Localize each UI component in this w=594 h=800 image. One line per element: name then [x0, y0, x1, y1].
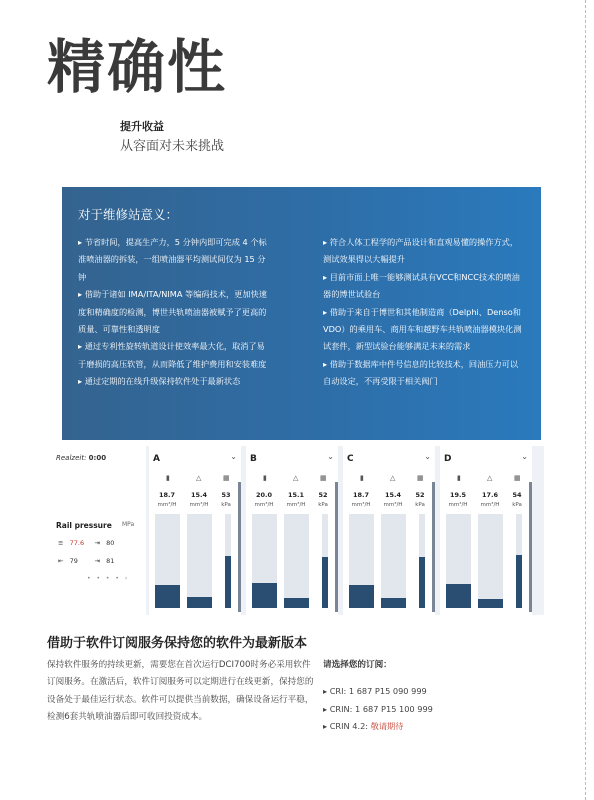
list-item: ▸ 目前市面上唯一能够测试具有VCC和NCC技术的喷油器的博世试验台 — [323, 271, 520, 300]
delivery-bar-fill — [446, 584, 471, 608]
pressure-value: 77.6 — [69, 539, 85, 547]
chevron-right-icon[interactable]: › — [124, 575, 130, 582]
unit-label: mm³/H — [254, 502, 274, 508]
flask-icon: △ — [390, 474, 396, 482]
delivery-bar — [446, 514, 471, 608]
return-value: 15.4 — [190, 491, 208, 499]
significance-left-column — [78, 234, 273, 391]
list-item: ▸ 通过专利性旋转轨道设计使效率最大化，取消了易于磨损的高压软管，从而降低了维护费用和安装难度 — [78, 341, 267, 369]
return-bar-fill — [478, 599, 503, 608]
pager-dots: • • • • — [87, 575, 121, 582]
subscription-paragraph: 保持软件服务的持续更新，需要您在首次运行DCI700时务必采用软件订阅服务。在激活后，软件订阅服务可以定期进行在线更新，保持您的设备处于最佳运行状态。软件可以提供当前数据，确保设备运行平稳，检测6套共轨喷油器后即可收回投资成本。 — [47, 660, 314, 722]
delivery-value: 18.7 — [158, 491, 176, 499]
injector-icon: ▮ — [263, 474, 267, 482]
injector-icon: ▮ — [166, 474, 170, 482]
arrow-left-icon: ⇤ — [58, 557, 64, 565]
pressure-value: 52 — [415, 491, 425, 499]
list-item: ▸ 通过定期的在线升级保持软件处于最新状态 — [78, 376, 241, 387]
pressure-bar-fill — [419, 557, 425, 608]
return-value: 17.6 — [481, 491, 499, 499]
return-bar — [478, 514, 503, 608]
flask-icon: △ — [293, 474, 299, 482]
flask-icon: △ — [487, 474, 493, 482]
subscription-option — [323, 686, 427, 696]
station-card-a[interactable] — [149, 446, 241, 615]
pressure-value: 80 — [106, 539, 115, 547]
dashed-border — [585, 0, 586, 800]
arrow-right-icon: ⇥ — [94, 557, 100, 565]
station-label: C — [347, 454, 354, 464]
realtime-label: Realzeit: — [56, 454, 87, 462]
pressure-bar — [516, 514, 522, 608]
return-value: 15.1 — [287, 491, 305, 499]
return-bar-fill — [381, 598, 406, 608]
subtitle-benefit: 提升收益 — [120, 120, 164, 133]
pressure-bar — [419, 514, 425, 608]
delivery-value: 20.0 — [255, 491, 273, 499]
rail-pressure-unit: MPa — [122, 521, 135, 528]
card-divider — [432, 482, 435, 612]
rail-pressure-row — [58, 539, 114, 547]
option-text: ▸ CRI: 1 687 P15 090 999 — [323, 686, 427, 696]
significance-heading: 对于维修站意义： — [78, 207, 179, 222]
station-label: A — [153, 454, 160, 464]
station-label: B — [250, 454, 257, 464]
pressure-value: 52 — [318, 491, 328, 499]
card-divider — [238, 482, 241, 612]
station-card-c[interactable] — [343, 446, 435, 615]
flask-icon: △ — [196, 474, 202, 482]
pressure-value: 53 — [221, 491, 231, 499]
significance-right-column — [323, 234, 523, 391]
chevron-down-icon[interactable]: ⌄ — [424, 452, 431, 461]
delivery-bar-fill — [155, 585, 180, 609]
unit-label: mm³/H — [480, 502, 500, 508]
list-item: ▸ 借助于数据库中件号信息的比较技术，回油压力可以自动设定，不再受限于相关阀门 — [323, 358, 519, 387]
gauge-icon: ▦ — [417, 474, 424, 482]
card-divider — [529, 482, 532, 612]
injector-icon: ▮ — [457, 474, 461, 482]
gauge-icon: ▦ — [320, 474, 327, 482]
pressure-value: 54 — [512, 491, 522, 499]
test-bench-dashboard — [50, 446, 544, 615]
arrow-right-icon: ⇥ — [94, 539, 100, 547]
list-item: ▸ 符合人体工程学的产品设计和直观易懂的操作方式，测试效果得以大幅提升 — [323, 237, 519, 265]
delivery-bar — [349, 514, 374, 608]
list-item: ▸ 节省时间，提高生产力，5 分钟内即可完成 4 个标准喷油器的拆装，一组喷油器平均测试间仅为 15 分钟 — [78, 237, 267, 282]
unit-label: kPa — [318, 502, 328, 508]
unit-label: kPa — [415, 502, 425, 508]
significance-panel — [62, 187, 541, 440]
pressure-value: 81 — [106, 557, 115, 565]
subtitle-challenge: 从容面对未来挑战 — [120, 139, 225, 154]
delivery-value: 18.7 — [352, 491, 370, 499]
station-card-b[interactable] — [246, 446, 338, 615]
coming-soon-text: 敬请期待 — [370, 721, 404, 731]
unit-label: kPa — [221, 502, 231, 508]
unit-label: mm³/H — [157, 502, 177, 508]
delivery-bar-fill — [252, 583, 277, 608]
station-card-d[interactable] — [440, 446, 532, 615]
delivery-bar — [252, 514, 277, 608]
unit-label: mm³/H — [351, 502, 371, 508]
option-text: ▸ CRIN: 1 687 P15 100 999 — [323, 704, 433, 714]
card-divider — [335, 482, 338, 612]
realtime-readout — [56, 454, 106, 462]
chevron-down-icon[interactable]: ⌄ — [230, 452, 237, 461]
option-text: ▸ CRIN 4.2: — [323, 721, 371, 731]
gauge-icon: ▦ — [223, 474, 230, 482]
unit-label: mm³/H — [286, 502, 306, 508]
rail-pressure-row — [58, 557, 114, 565]
unit-label: mm³/H — [189, 502, 209, 508]
return-bar-fill — [187, 597, 212, 608]
subscription-option — [323, 721, 403, 732]
return-value: 15.4 — [384, 491, 402, 499]
equals-icon: ≡ — [58, 539, 64, 547]
chevron-down-icon[interactable]: ⌄ — [521, 452, 528, 461]
rail-pressure-panel — [50, 446, 146, 615]
chevron-down-icon[interactable]: ⌄ — [327, 452, 334, 461]
delivery-value: 19.5 — [449, 491, 467, 499]
return-bar — [284, 514, 309, 608]
realtime-value: 0:00 — [88, 454, 107, 462]
injector-icon: ▮ — [360, 474, 364, 482]
delivery-bar-fill — [349, 585, 374, 609]
subscription-option — [323, 704, 433, 714]
list-item: ▸ 借助于来自于博世和其他制造商（Delphi、Denso和 VDO）的乘用车、商用车和越野车共轨喷油器模块化测试套件，新型试验台能够满足未来的需求 — [323, 306, 522, 352]
pressure-bar — [225, 514, 231, 608]
page-title: 精确性 — [47, 33, 228, 101]
pager[interactable] — [87, 575, 129, 582]
return-bar — [187, 514, 212, 608]
return-bar — [381, 514, 406, 608]
delivery-bar — [155, 514, 180, 608]
rail-pressure-title: Rail pressure — [56, 521, 112, 530]
station-label: D — [444, 454, 452, 464]
choose-subscription-label: 请选择您的订阅： — [323, 660, 392, 670]
list-item: ▸ 借助于诸如 IMA/ITA/NIMA 等编码技术，更加快速度和精确度的检测，博世共轨喷油器被赋予了更高的质量、可靠性和透明度 — [78, 289, 267, 335]
pressure-value: 79 — [69, 557, 78, 565]
pressure-bar-fill — [322, 557, 328, 608]
subscription-heading: 借助于软件订阅服务保持您的软件为最新版本 — [47, 636, 308, 651]
return-bar-fill — [284, 598, 309, 608]
pressure-bar — [322, 514, 328, 608]
pressure-bar-fill — [225, 556, 231, 608]
unit-label: mm³/H — [448, 502, 468, 508]
gauge-icon: ▦ — [514, 474, 521, 482]
unit-label: mm³/H — [383, 502, 403, 508]
unit-label: kPa — [512, 502, 522, 508]
pressure-bar-fill — [516, 555, 522, 608]
